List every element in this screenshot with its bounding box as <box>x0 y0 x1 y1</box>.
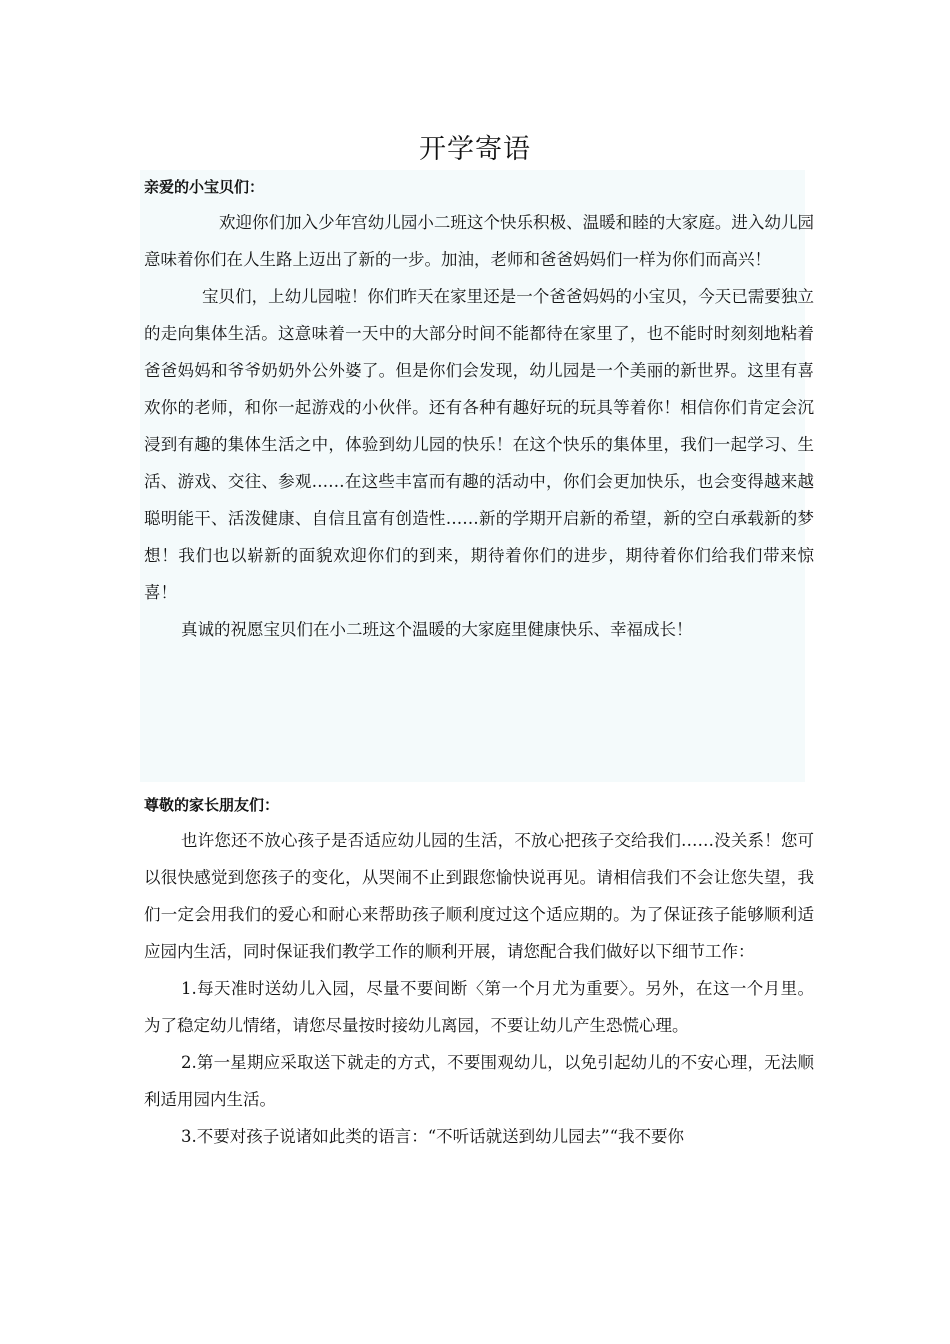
children-letter <box>144 172 814 648</box>
children-paragraph-1: 欢迎你们加入少年宫幼儿园小二班这个快乐积极、温暖和睦的大家庭。进入幼儿园意味着你们在人生路上迈出了新的一步。加油，老师和爸爸妈妈们一样为你们而高兴！ <box>144 213 814 269</box>
parents-item-2: 2.第一星期应采取送下就走的方式，不要围观幼儿，以免引起幼儿的不安心理，无法顺利适用园内生活。 <box>144 1053 814 1109</box>
children-paragraph-3: 真诚的祝愿宝贝们在小二班这个温暖的大家庭里健康快乐、幸福成长！ <box>181 620 693 639</box>
parents-letter <box>144 790 814 1155</box>
parents-item-1: 1.每天准时送幼儿入园，尽量不要间断〈第一个月尤为重要〉。另外，在这一个月里。为了稳定幼儿情绪，请您尽量按时接幼儿离园，不要让幼儿产生恐慌心理。 <box>144 979 814 1035</box>
children-greeting: 亲爱的小宝贝们： <box>144 178 265 196</box>
children-paragraph-2: 宝贝们，上幼儿园啦！你们昨天在家里还是一个爸爸妈妈的小宝贝，今天已需要独立的走向集体生活。这意味着一天中的大部分时间不能都待在家里了，也不能时时刻刻地粘着爸爸妈妈和爷爷奶奶外公外婆了。但是你们会发现，幼儿园是一个美丽的新世界。这里有喜欢你的老师，和你一起游戏的小伙伴。还有各种有趣好玩的玩具等着你！相信你们肯定会沉浸到有趣的集体生活之中，体验到幼儿园的快乐！在这个快乐的集体里，我们一起学习、生活、游戏、交往、参观……在这些丰富而有趣的活动中，你们会更加快乐，也会变得越来越聪明能干、活泼健康、自信且富有创造性……新的学期开启新的希望，新的空白承载新的梦想！我们也以崭新的面貌欢迎你们的到来，期待着你们的进步，期待着你们给我们带来惊喜！ <box>144 287 814 602</box>
parents-item-3: 3.不要对孩子说诸如此类的语言：“不听话就送到幼儿园去”“我不要你 <box>181 1127 685 1146</box>
parents-paragraph-intro: 也许您还不放心孩子是否适应幼儿园的生活，不放心把孩子交给我们……没关系！您可以很快感觉到您孩子的变化，从哭闹不止到跟您愉快说再见。请相信我们不会让您失望，我们一定会用我们的爱心和耐心来帮助孩子顺利度过这个适应期的。为了保证孩子能够顺利适应园内生活，同时保证我们教学工作的顺利开展，请您配合我们做好以下细节工作： <box>144 831 814 961</box>
parents-greeting: 尊敬的家长朋友们： <box>144 796 280 814</box>
document-title: 开学寄语 <box>419 134 531 165</box>
